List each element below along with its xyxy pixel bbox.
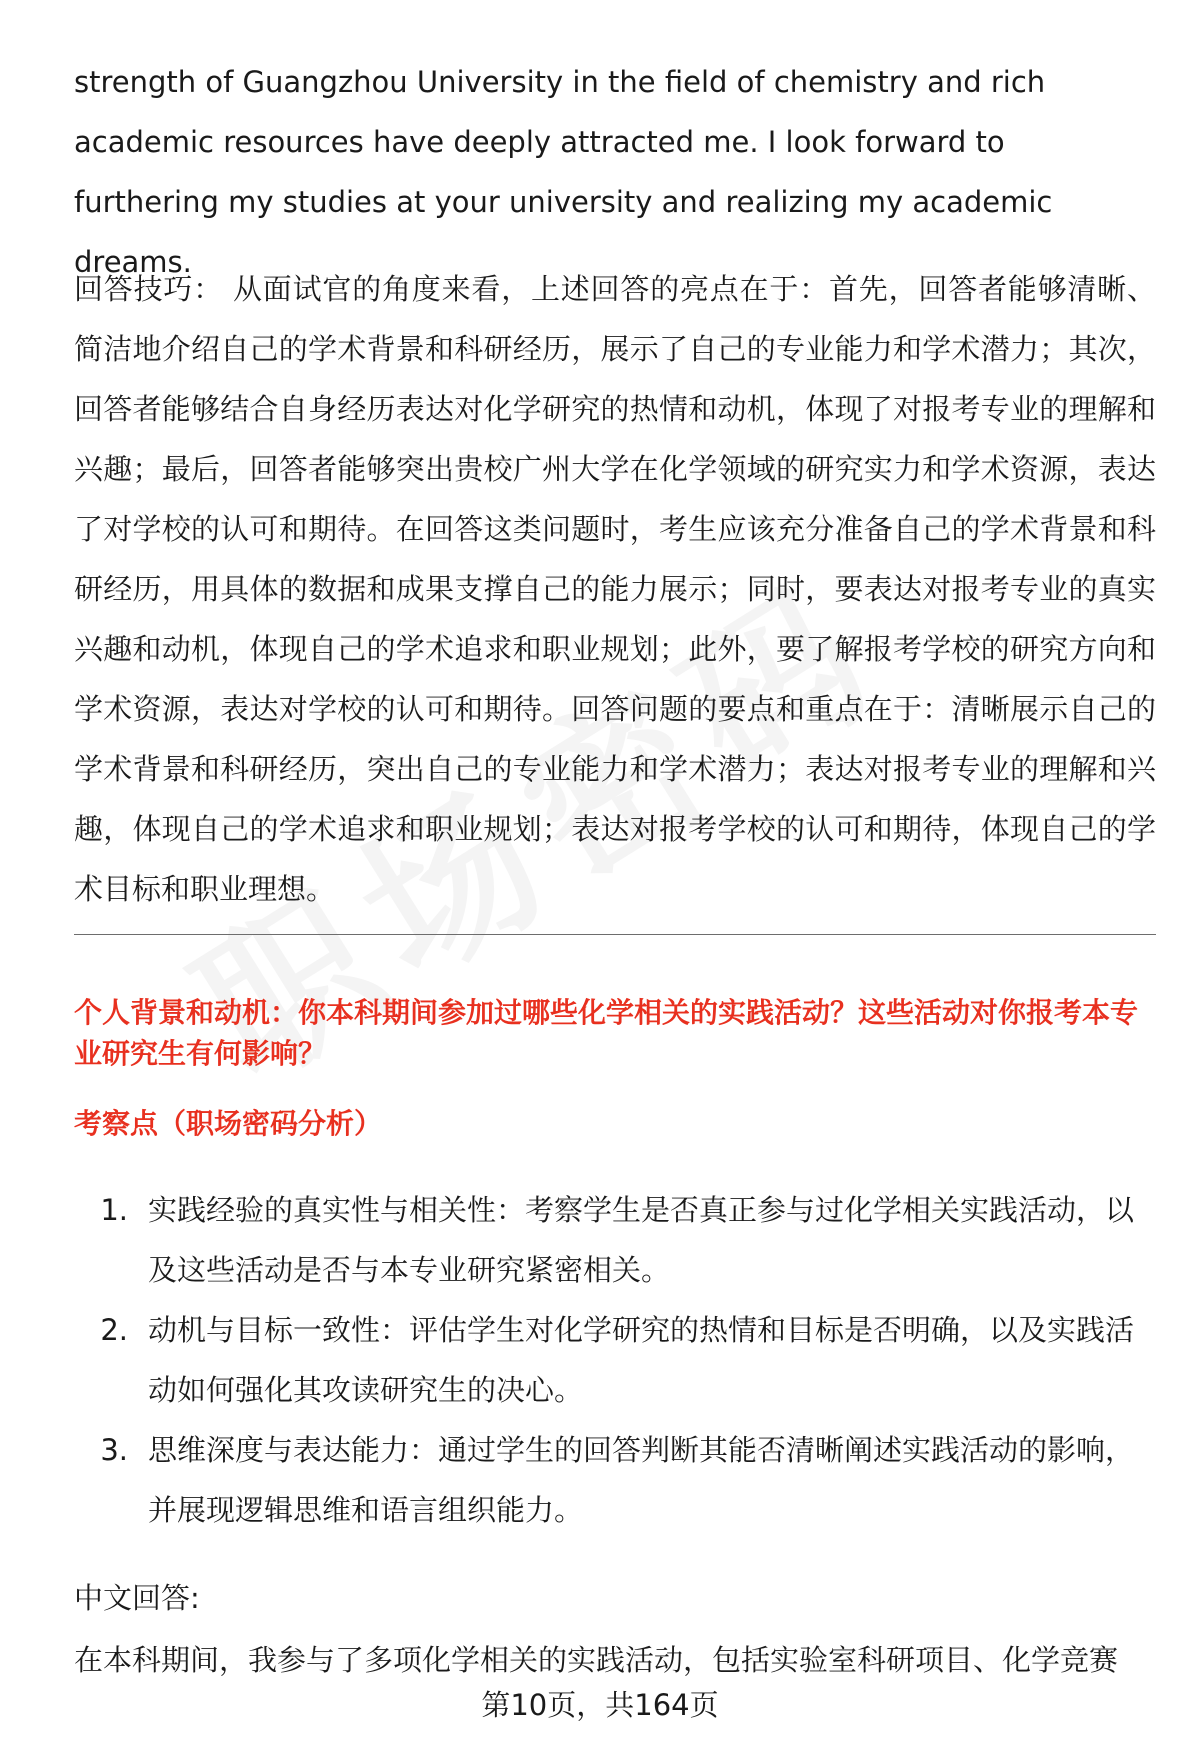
page-number-footer: 第10页，共164页 [481,1688,719,1722]
assessment-points-list [74,1180,1156,1540]
list-item [74,1300,1156,1420]
english-paragraph: strength of Guangzhou University in the field of chemistry and rich academic resources have deeply attracted me. I look forward to furthering my studies at your university and realizing my academic dreams. [74,65,1053,279]
assessment-points-title: 考察点（职场密码分析） [74,1107,383,1140]
list-item-number: 3. [100,1433,128,1467]
answer-tips-paragraph: 回答技巧： 从面试官的角度来看，上述回答的亮点在于：首先，回答者能够清晰、简洁地介绍自己的学术背景和科研经历，展示了自己的专业能力和学术潜力；其次，回答者能够结合自身经历表达对化学研究的热情和动机，体现了对报考专业的理解和兴趣；最后，回答者能够突出贵校广州大学在化学领域的研究实力和学术资源，表达了对学校的认可和期待。在回答这类问题时，考生应该充分准备自己的学术背景和科研经历，用具体的数据和成果支撑自己的能力展示；同时，要表达对报考专业的真实兴趣和动机，体现自己的学术追求和职业规划；此外，要了解报考学校的研究方向和学术资源，表达对学校的认可和期待。回答问题的要点和重点在于：清晰展示自己的学术背景和科研经历，突出自己的专业能力和学术潜力；表达对报考专业的理解和兴趣，体现自己的学术追求和职业规划；表达对报考学校的认可和期待，体现自己的学术目标和职业理想。 [74,272,1156,906]
list-item-text: 思维深度与表达能力：通过学生的回答判断其能否清晰阐述实践活动的影响，并展现逻辑思维和语言组织能力。 [148,1433,1135,1527]
list-item [74,1420,1156,1540]
question-heading: 个人背景和动机：你本科期间参加过哪些化学相关的实践活动？这些活动对你报考本专业研究生有何影响？ [74,996,1139,1070]
list-item-number: 1. [100,1193,128,1227]
list-item [74,1180,1156,1300]
list-item-text: 实践经验的真实性与相关性：考察学生是否真正参与过化学相关实践活动，以及这些活动是否与本专业研究紧密相关。 [148,1193,1135,1287]
list-item-number: 2. [100,1313,128,1347]
chinese-answer-label: 中文回答: [74,1581,200,1615]
chinese-answer-text: 在本科期间，我参与了多项化学相关的实践活动，包括实验室科研项目、化学竞赛 [74,1643,1119,1677]
section-divider [74,934,1156,935]
list-item-text: 动机与目标一致性：评估学生对化学研究的热情和目标是否明确，以及实践活动如何强化其攻读研究生的决心。 [148,1313,1135,1407]
